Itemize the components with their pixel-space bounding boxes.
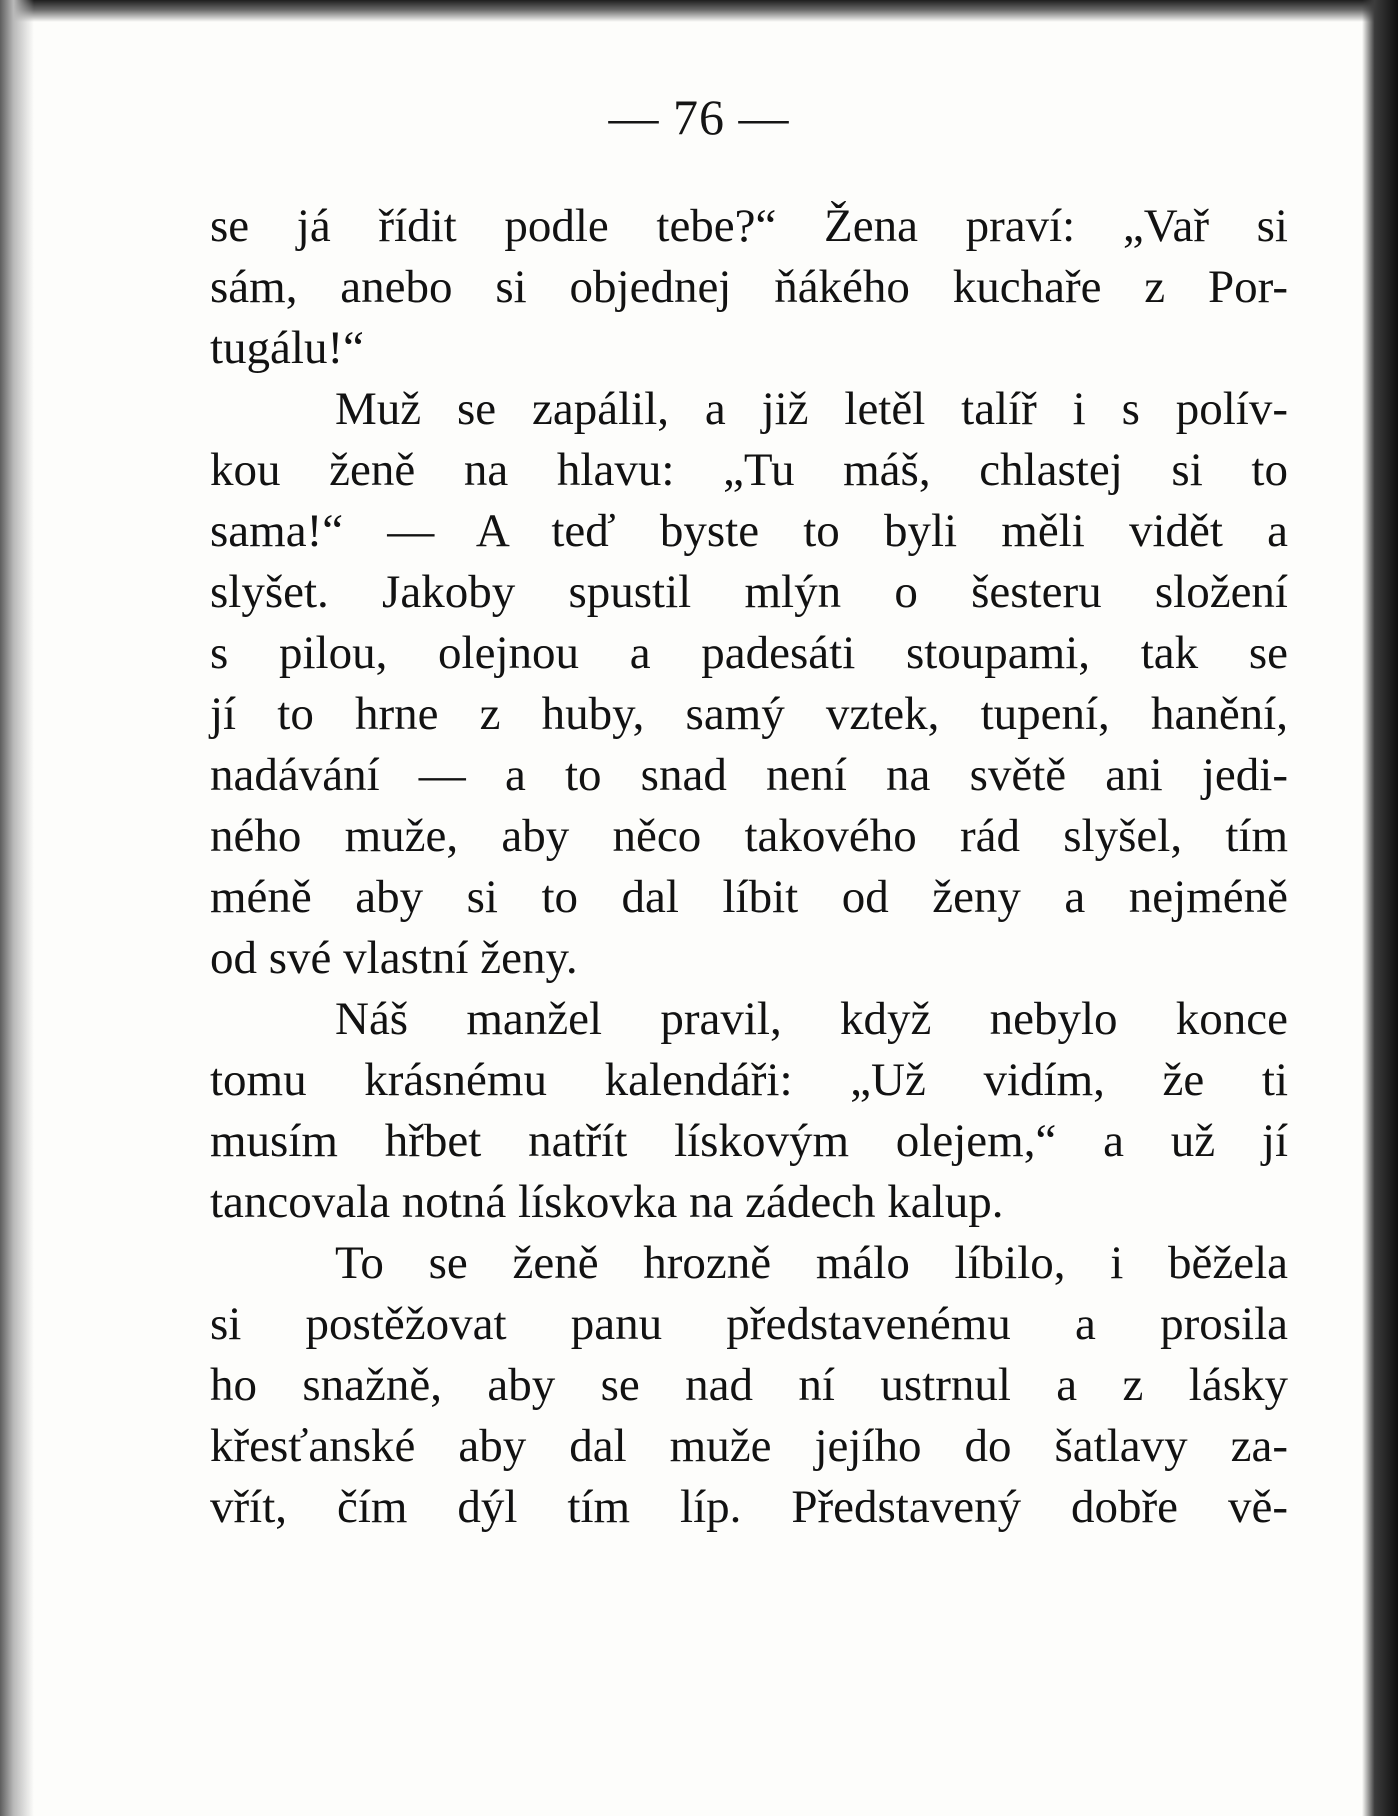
text-line: ho snažně, aby se nad ní ustrnul a z lásky [210,1359,1288,1411]
scan-shadow-right [1362,0,1398,1816]
text-line: tancovala notná lískovka na zádech kalup. [210,1176,1004,1228]
page-number: — 76 — [608,89,790,145]
text-line: musím hřbet natřít lískovým olejem,“ a už jí [210,1115,1288,1167]
text-line: si postěžovat panu představenému a prosila [210,1298,1288,1350]
scan-shadow-left [0,0,34,1816]
text-line: tomu krásnému kalendáři: „Už vidím, že ti [210,1054,1288,1106]
paragraph [210,1233,1288,1538]
text-line: Muž se zapálil, a již letěl talíř i s polív- [335,383,1288,435]
text-line: slyšet. Jakoby spustil mlýn o šesteru složení [210,566,1288,618]
paragraph [210,379,1288,989]
text-line: vřít, čím dýl tím líp. Představený dobře vě- [210,1481,1288,1533]
text-line: se já řídit podle tebe?“ Žena praví: „Vař si [210,200,1288,252]
text-line: To se ženě hrozně málo líbilo, i běžela [335,1237,1288,1289]
text-line: s pilou, olejnou a padesáti stoupami, tak se [210,627,1288,679]
paragraph [210,196,1288,379]
text-line: Náš manžel pravil, když nebylo konce [335,993,1288,1045]
text-line: od své vlastní ženy. [210,932,578,984]
text-line: sám, anebo si objednej ňákého kuchaře z Por- [210,261,1288,313]
text-line: méně aby si to dal líbit od ženy a nejméně [210,871,1288,923]
text-line: nadávání — a to snad není na světě ani jedi- [210,749,1288,801]
text-line: jí to hrne z huby, samý vztek, tupení, hanění, [210,688,1288,740]
text-line: křesťanské aby dal muže jejího do šatlavy za- [210,1420,1288,1472]
paragraph [210,989,1288,1233]
text-line: sama!“ — A teď byste to byli měli vidět a [210,505,1288,557]
scan-shadow-top [0,0,1398,22]
text-line: kou ženě na hlavu: „Tu máš, chlastej si to [210,444,1288,496]
text-line: tugálu!“ [210,322,364,374]
body-text [210,196,1288,1538]
text-line: ného muže, aby něco takového rád slyšel, tím [210,810,1288,862]
